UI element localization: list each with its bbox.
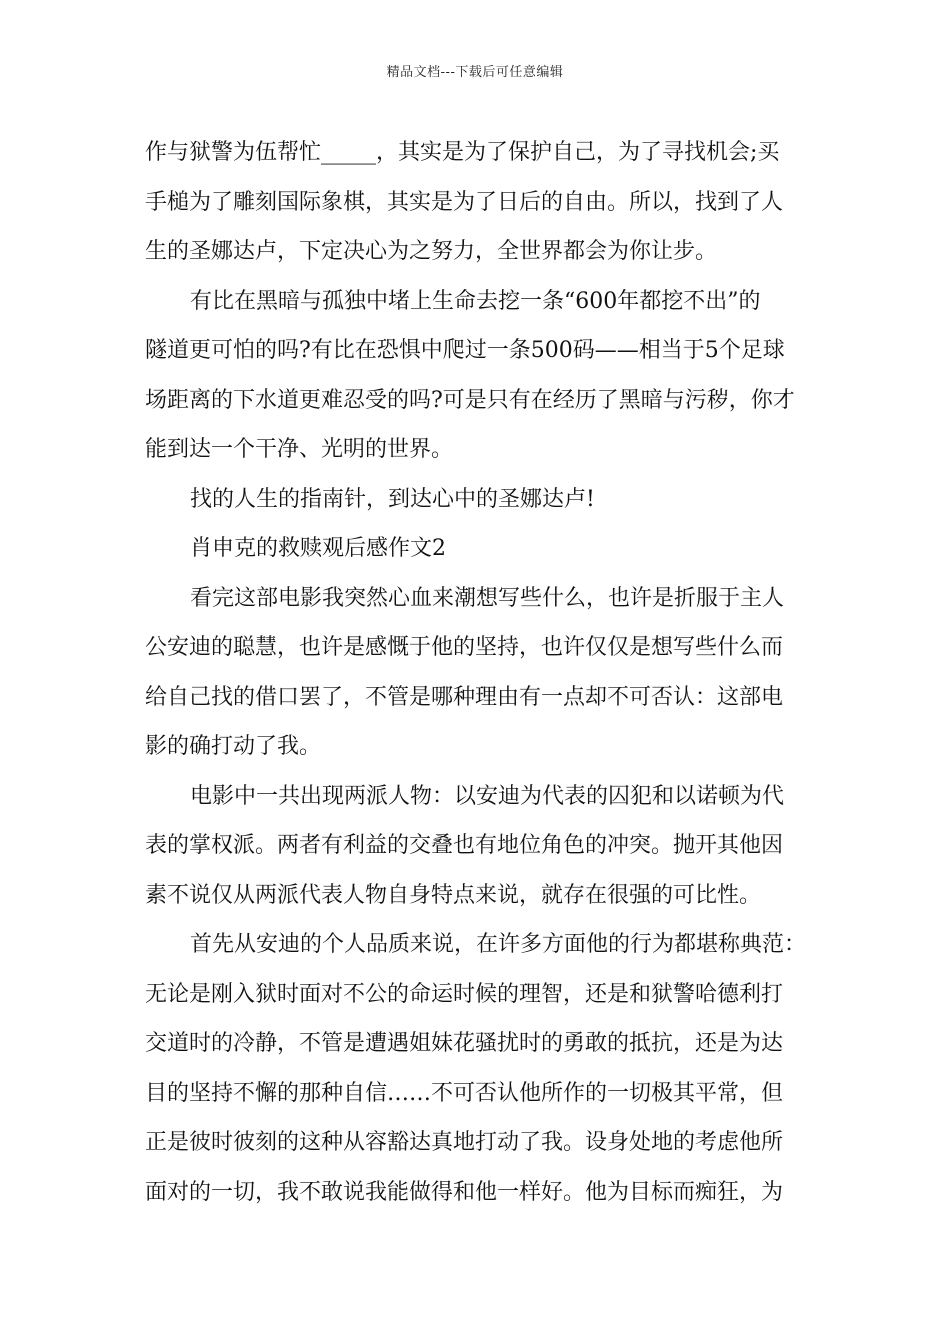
text-line: 目的坚持不懈的那种自信……不可否认他所作的一切极其平常，但 [145, 1080, 784, 1106]
text-line: 给自己找的借口罢了，不管是哪种理由有一点却不可否认：这部电 [145, 684, 784, 710]
document-body [145, 128, 820, 1217]
text-line: 作与狱警为伍帮忙_____，其实是为了保护自己，为了寻找机会;买 [145, 140, 780, 165]
text-line: 电影中一共出现两派人物：以安迪为代表的囚犯和以诺顿为代 [190, 783, 785, 809]
section-title [145, 524, 820, 574]
text-line: 面对的一切，我不敢说我能做得和他一样好。他为目标而痴狂，为 [145, 1179, 784, 1205]
paragraph [145, 475, 820, 525]
text-line: 正是彼时彼刻的这种从容豁达真地打动了我。设身处地的考虑他所 [145, 1130, 784, 1155]
paragraph [145, 574, 820, 772]
text-line: 手槌为了雕刻国际象棋，其实是为了日后的自由。所以，找到了人 [145, 189, 784, 215]
text-line: 无论是刚入狱时面对不公的命运时候的理智，还是和狱警哈德利打 [145, 981, 784, 1007]
text-line: 隧道更可怕的吗?有比在恐惧中爬过一条500码——相当于5个足球 [145, 338, 785, 363]
text-line: 公安迪的聪慧，也许是感慨于他的坚持，也许仅仅是想写些什么而 [145, 635, 784, 660]
paragraph [145, 277, 820, 475]
text-line: 看完这部电影我突然心血来潮想写些什么，也许是折服于主人 [190, 585, 785, 611]
text-line: 肖申克的救赎观后感作文2 [190, 536, 446, 561]
paragraph [145, 920, 820, 1217]
paragraph [145, 772, 820, 921]
text-line: 表的掌权派。两者有利益的交叠也有地位角色的冲突。抛开其他因 [145, 833, 784, 858]
text-line: 影的确打动了我。 [145, 734, 322, 759]
text-line: 找的人生的指南针，到达心中的圣娜达卢! [190, 486, 595, 512]
text-line: 首先从安迪的个人品质来说，在许多方面他的行为都堪称典范： [190, 932, 807, 957]
text-line: 能到达一个干净、光明的世界。 [145, 437, 454, 462]
text-line: 素不说仅从两派代表人物自身特点来说，就存在很强的可比性。 [145, 882, 762, 908]
text-line: 有比在黑暗与孤独中堵上生命去挖一条“600年都挖不出”的 [190, 288, 761, 314]
text-line: 生的圣娜达卢，下定决心为之努力，全世界都会为你让步。 [145, 239, 718, 264]
page-header: 精品文档---下载后可任意编辑 [386, 65, 564, 80]
text-line: 场距离的下水道更难忍受的吗?可是只有在经历了黑暗与污秽，你才 [145, 387, 795, 413]
text-line: 交道时的冷静，不管是遭遇姐妹花骚扰时的勇敢的抵抗，还是为达 [145, 1031, 784, 1056]
paragraph [145, 128, 820, 277]
